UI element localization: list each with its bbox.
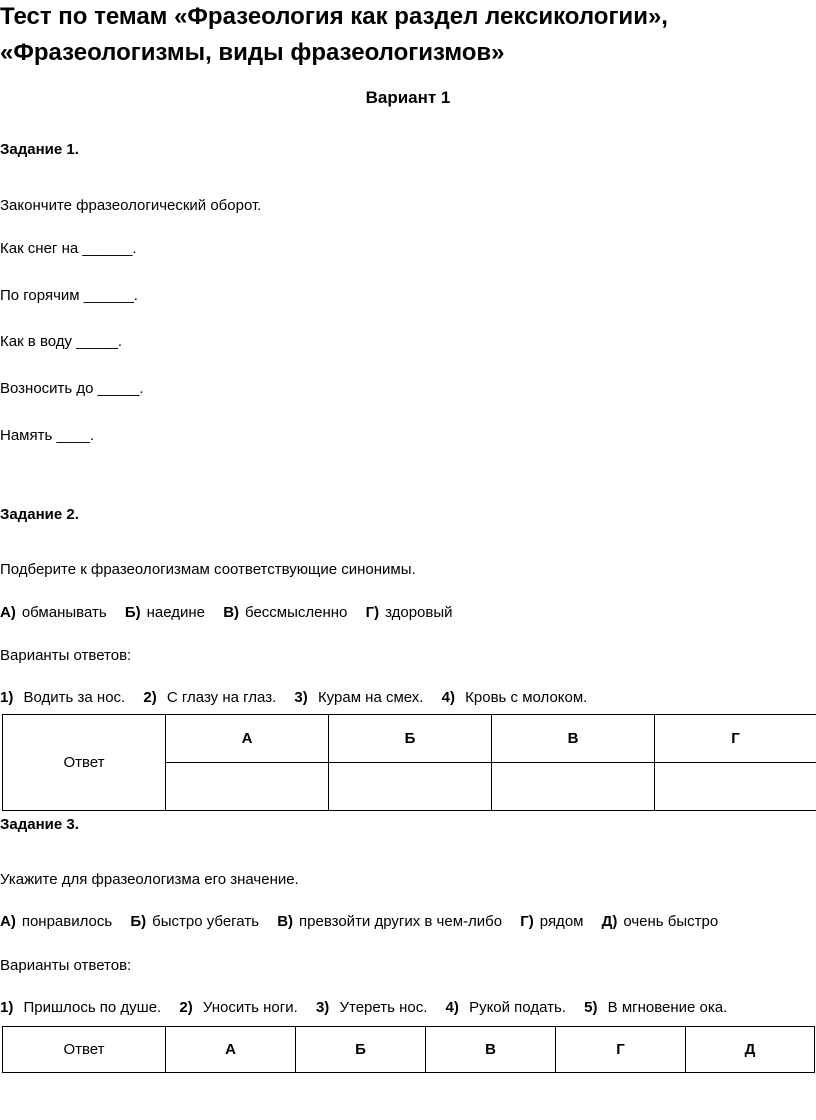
answer-item: 2) Уносить ноги. — [179, 999, 298, 1016]
option: В) превзойти других в чем-либо — [277, 913, 503, 930]
task3-heading: Задание 3. — [0, 816, 79, 833]
task1-item: Намять ____. — [0, 427, 94, 444]
task3-answer-table — [2, 1026, 815, 1073]
option: Д) очень быстро — [601, 913, 719, 930]
task3-instruction: Укажите для фразеологизма его значение. — [0, 871, 299, 888]
page-title-line2: «Фразеологизмы, виды фразеологизмов» — [0, 39, 505, 66]
answer-item: 3) Курам на смех. — [294, 689, 424, 706]
task3-answers-label: Варианты ответов: — [0, 957, 132, 974]
answer-item: 3) Утереть нос. — [315, 999, 428, 1016]
task2-answer-table — [2, 714, 816, 811]
column-header: Б — [329, 715, 492, 763]
task1-item: По горячим ______. — [0, 287, 138, 304]
page-title-line1: Тест по темам «Фразеология как раздел лексикологии», — [0, 3, 668, 30]
task2-instruction: Подберите к фразеологизмам соответствующие синонимы. — [0, 561, 416, 578]
task3-answers — [0, 999, 741, 1016]
option: А) понравилось — [0, 913, 113, 930]
task1-item: Как снег на ______. — [0, 240, 137, 257]
option: А) обманывать — [0, 604, 107, 621]
column-header: В — [426, 1027, 556, 1073]
task2-options — [0, 604, 467, 621]
answer-item: 4) Кровь с молоком. — [441, 689, 588, 706]
column-header: А — [166, 715, 329, 763]
task1-instruction: Закончите фразеологический оборот. — [0, 197, 262, 214]
column-header: Г — [556, 1027, 686, 1073]
task1-item: Возносить до _____. — [0, 380, 144, 397]
task1-heading: Задание 1. — [0, 141, 79, 158]
column-header: Д — [686, 1027, 815, 1073]
option: Г) здоровый — [365, 604, 453, 621]
answer-cell[interactable] — [166, 763, 329, 811]
answer-item: 1) Водить за нос. — [0, 689, 126, 706]
task1-item: Как в воду _____. — [0, 333, 123, 350]
answer-item: 1) Пришлось по душе. — [0, 999, 162, 1016]
column-header: А — [166, 1027, 296, 1073]
task3-options — [0, 913, 732, 930]
answer-item: 4) Рукой подать. — [445, 999, 566, 1016]
task2-answers-label: Варианты ответов: — [0, 647, 132, 664]
answer-cell[interactable] — [329, 763, 492, 811]
option: В) бессмысленно — [223, 604, 348, 621]
option: Б) быстро убегать — [130, 913, 260, 930]
answer-item: 2) С глазу на глаз. — [143, 689, 277, 706]
column-header: В — [492, 715, 655, 763]
option: Г) рядом — [520, 913, 584, 930]
column-header: Б — [296, 1027, 426, 1073]
answer-item: 5) В мгновение ока. — [584, 999, 728, 1016]
option: Б) наедине — [124, 604, 206, 621]
answer-row-label: Ответ — [3, 1027, 166, 1073]
column-header: Г — [655, 715, 816, 763]
answer-cell[interactable] — [492, 763, 655, 811]
task2-answers — [0, 689, 601, 706]
answer-cell[interactable] — [655, 763, 816, 811]
variant-heading: Вариант 1 — [365, 88, 451, 107]
task2-heading: Задание 2. — [0, 506, 79, 523]
answer-row-label: Ответ — [3, 715, 166, 811]
